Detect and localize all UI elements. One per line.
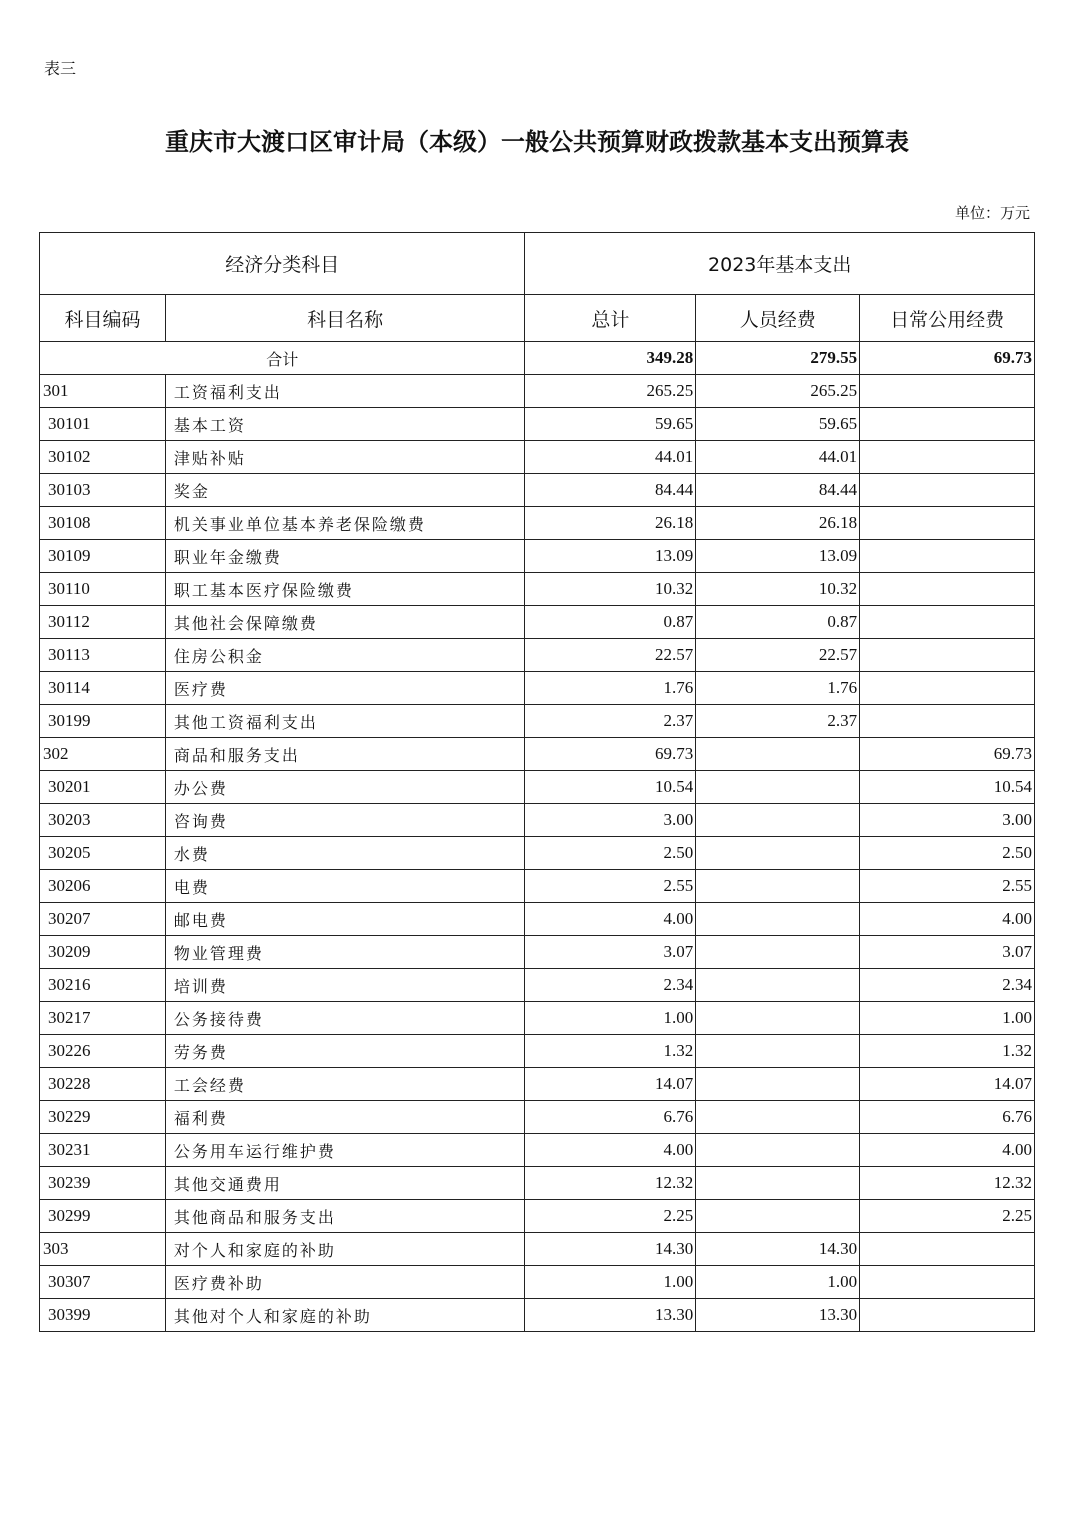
row-total: 0.87 <box>525 606 696 639</box>
header-total: 总计 <box>525 295 696 342</box>
row-public: 2.34 <box>860 969 1035 1002</box>
row-personnel: 59.65 <box>696 408 860 441</box>
row-public: 14.07 <box>860 1068 1035 1101</box>
row-public <box>860 1233 1035 1266</box>
row-personnel: 84.44 <box>696 474 860 507</box>
table-row <box>40 1068 1035 1101</box>
row-total: 2.25 <box>525 1200 696 1233</box>
row-total: 14.30 <box>525 1233 696 1266</box>
row-public: 2.55 <box>860 870 1035 903</box>
table-row <box>40 441 1035 474</box>
row-public <box>860 573 1035 606</box>
table-number-label: 表三 <box>44 59 77 78</box>
table-row <box>40 969 1035 1002</box>
row-personnel <box>696 903 860 936</box>
row-personnel <box>696 936 860 969</box>
row-personnel: 14.30 <box>696 1233 860 1266</box>
row-total: 2.50 <box>525 837 696 870</box>
row-total: 1.00 <box>525 1002 696 1035</box>
table-row <box>40 870 1035 903</box>
row-name: 医疗费补助 <box>165 1266 525 1299</box>
row-name: 福利费 <box>165 1101 525 1134</box>
row-public <box>860 1266 1035 1299</box>
row-name: 公务接待费 <box>165 1002 525 1035</box>
row-total: 14.07 <box>525 1068 696 1101</box>
row-total: 69.73 <box>525 738 696 771</box>
row-name: 对个人和家庭的补助 <box>165 1233 525 1266</box>
row-personnel <box>696 1200 860 1233</box>
row-total: 59.65 <box>525 408 696 441</box>
row-total: 4.00 <box>525 903 696 936</box>
header-personnel: 人员经费 <box>696 295 860 342</box>
row-public: 2.50 <box>860 837 1035 870</box>
row-personnel: 2.37 <box>696 705 860 738</box>
row-code: 30203 <box>40 804 166 837</box>
row-public <box>860 507 1035 540</box>
row-total: 4.00 <box>525 1134 696 1167</box>
row-personnel: 22.57 <box>696 639 860 672</box>
row-code: 30113 <box>40 639 166 672</box>
row-name: 邮电费 <box>165 903 525 936</box>
row-personnel: 26.18 <box>696 507 860 540</box>
header-name: 科目名称 <box>165 295 525 342</box>
row-total: 2.34 <box>525 969 696 1002</box>
row-personnel: 1.00 <box>696 1266 860 1299</box>
row-public: 2.25 <box>860 1200 1035 1233</box>
row-public: 69.73 <box>860 738 1035 771</box>
row-name: 其他社会保障缴费 <box>165 606 525 639</box>
row-code: 30205 <box>40 837 166 870</box>
table-row <box>40 936 1035 969</box>
row-name: 工会经费 <box>165 1068 525 1101</box>
row-name: 劳务费 <box>165 1035 525 1068</box>
row-code: 30103 <box>40 474 166 507</box>
row-total: 6.76 <box>525 1101 696 1134</box>
row-public <box>860 1299 1035 1332</box>
table-row <box>40 408 1035 441</box>
row-code: 303 <box>40 1233 166 1266</box>
row-name: 津贴补贴 <box>165 441 525 474</box>
row-code: 30307 <box>40 1266 166 1299</box>
row-total: 10.32 <box>525 573 696 606</box>
row-total: 13.30 <box>525 1299 696 1332</box>
row-name: 其他交通费用 <box>165 1167 525 1200</box>
page-title: 重庆市大渡口区审计局（本级）一般公共预算财政拨款基本支出预算表 <box>165 128 909 156</box>
table-row <box>40 1233 1035 1266</box>
row-personnel: 1.76 <box>696 672 860 705</box>
table-row <box>40 1167 1035 1200</box>
row-public <box>860 705 1035 738</box>
row-total: 3.00 <box>525 804 696 837</box>
row-total: 1.76 <box>525 672 696 705</box>
row-total: 1.00 <box>525 1266 696 1299</box>
row-name: 基本工资 <box>165 408 525 441</box>
unit-label: 单位：万元 <box>954 204 1030 222</box>
row-personnel: 10.32 <box>696 573 860 606</box>
table-row <box>40 1134 1035 1167</box>
row-public <box>860 606 1035 639</box>
row-public <box>860 639 1035 672</box>
table-row <box>40 804 1035 837</box>
table-row <box>40 1200 1035 1233</box>
row-personnel <box>696 1068 860 1101</box>
row-public: 6.76 <box>860 1101 1035 1134</box>
row-code: 30101 <box>40 408 166 441</box>
row-personnel <box>696 1035 860 1068</box>
row-personnel: 0.87 <box>696 606 860 639</box>
row-code: 30207 <box>40 903 166 936</box>
row-name: 其他商品和服务支出 <box>165 1200 525 1233</box>
row-total: 265.25 <box>525 375 696 408</box>
row-personnel: 13.09 <box>696 540 860 573</box>
row-code: 302 <box>40 738 166 771</box>
row-personnel: 265.25 <box>696 375 860 408</box>
row-public <box>860 441 1035 474</box>
row-public <box>860 375 1035 408</box>
table-row <box>40 639 1035 672</box>
row-public: 10.54 <box>860 771 1035 804</box>
row-public: 1.32 <box>860 1035 1035 1068</box>
row-name: 其他工资福利支出 <box>165 705 525 738</box>
row-code: 30399 <box>40 1299 166 1332</box>
row-code: 30299 <box>40 1200 166 1233</box>
row-name: 水费 <box>165 837 525 870</box>
row-total: 44.01 <box>525 441 696 474</box>
row-name: 机关事业单位基本养老保险缴费 <box>165 507 525 540</box>
row-total: 84.44 <box>525 474 696 507</box>
row-personnel <box>696 1134 860 1167</box>
table-row <box>40 837 1035 870</box>
table-row <box>40 1035 1035 1068</box>
row-public: 12.32 <box>860 1167 1035 1200</box>
row-name: 办公费 <box>165 771 525 804</box>
table-row <box>40 507 1035 540</box>
row-code: 30201 <box>40 771 166 804</box>
row-public <box>860 408 1035 441</box>
row-public <box>860 540 1035 573</box>
header-public: 日常公用经费 <box>860 295 1035 342</box>
row-name: 咨询费 <box>165 804 525 837</box>
row-name: 奖金 <box>165 474 525 507</box>
row-name: 职工基本医疗保险缴费 <box>165 573 525 606</box>
row-personnel <box>696 804 860 837</box>
row-code: 30229 <box>40 1101 166 1134</box>
table-row <box>40 375 1035 408</box>
row-name: 职业年金缴费 <box>165 540 525 573</box>
row-total: 22.57 <box>525 639 696 672</box>
row-public: 4.00 <box>860 903 1035 936</box>
row-personnel <box>696 969 860 1002</box>
total-total: 349.28 <box>525 342 696 375</box>
total-label: 合计 <box>40 342 525 375</box>
row-personnel <box>696 870 860 903</box>
row-code: 30209 <box>40 936 166 969</box>
row-personnel <box>696 837 860 870</box>
row-name: 培训费 <box>165 969 525 1002</box>
row-code: 30228 <box>40 1068 166 1101</box>
row-public: 1.00 <box>860 1002 1035 1035</box>
row-code: 30114 <box>40 672 166 705</box>
row-total: 26.18 <box>525 507 696 540</box>
row-total: 13.09 <box>525 540 696 573</box>
row-name: 公务用车运行维护费 <box>165 1134 525 1167</box>
table-row <box>40 573 1035 606</box>
table-row <box>40 540 1035 573</box>
total-public: 69.73 <box>860 342 1035 375</box>
row-public: 4.00 <box>860 1134 1035 1167</box>
row-total: 10.54 <box>525 771 696 804</box>
row-name: 医疗费 <box>165 672 525 705</box>
row-total: 2.37 <box>525 705 696 738</box>
table-row <box>40 1266 1035 1299</box>
table-row <box>40 672 1035 705</box>
row-code: 30102 <box>40 441 166 474</box>
budget-table <box>39 232 1035 1332</box>
row-code: 30110 <box>40 573 166 606</box>
total-personnel: 279.55 <box>696 342 860 375</box>
table-row <box>40 771 1035 804</box>
row-personnel <box>696 771 860 804</box>
row-name: 商品和服务支出 <box>165 738 525 771</box>
row-name: 其他对个人和家庭的补助 <box>165 1299 525 1332</box>
row-personnel <box>696 738 860 771</box>
row-code: 30206 <box>40 870 166 903</box>
table-row <box>40 903 1035 936</box>
row-personnel <box>696 1002 860 1035</box>
header-economic-category: 经济分类科目 <box>40 233 525 295</box>
row-total: 12.32 <box>525 1167 696 1200</box>
row-total: 2.55 <box>525 870 696 903</box>
total-row <box>40 342 1035 375</box>
row-name: 住房公积金 <box>165 639 525 672</box>
table-row <box>40 738 1035 771</box>
header-basic-expenditure: 2023年基本支出 <box>525 233 1035 295</box>
row-name: 工资福利支出 <box>165 375 525 408</box>
row-code: 30216 <box>40 969 166 1002</box>
row-code: 30239 <box>40 1167 166 1200</box>
table-row <box>40 1299 1035 1332</box>
row-name: 电费 <box>165 870 525 903</box>
row-personnel <box>696 1167 860 1200</box>
table-row <box>40 705 1035 738</box>
row-code: 30226 <box>40 1035 166 1068</box>
row-code: 30108 <box>40 507 166 540</box>
row-code: 30217 <box>40 1002 166 1035</box>
row-public: 3.00 <box>860 804 1035 837</box>
row-code: 30231 <box>40 1134 166 1167</box>
row-public <box>860 474 1035 507</box>
header-code: 科目编码 <box>40 295 166 342</box>
row-code: 30109 <box>40 540 166 573</box>
table-row <box>40 606 1035 639</box>
table-row <box>40 474 1035 507</box>
row-public: 3.07 <box>860 936 1035 969</box>
table-row <box>40 1002 1035 1035</box>
row-total: 1.32 <box>525 1035 696 1068</box>
row-total: 3.07 <box>525 936 696 969</box>
row-code: 30112 <box>40 606 166 639</box>
table-row <box>40 1101 1035 1134</box>
row-personnel <box>696 1101 860 1134</box>
row-code: 301 <box>40 375 166 408</box>
row-code: 30199 <box>40 705 166 738</box>
row-name: 物业管理费 <box>165 936 525 969</box>
row-personnel: 44.01 <box>696 441 860 474</box>
row-public <box>860 672 1035 705</box>
row-personnel: 13.30 <box>696 1299 860 1332</box>
